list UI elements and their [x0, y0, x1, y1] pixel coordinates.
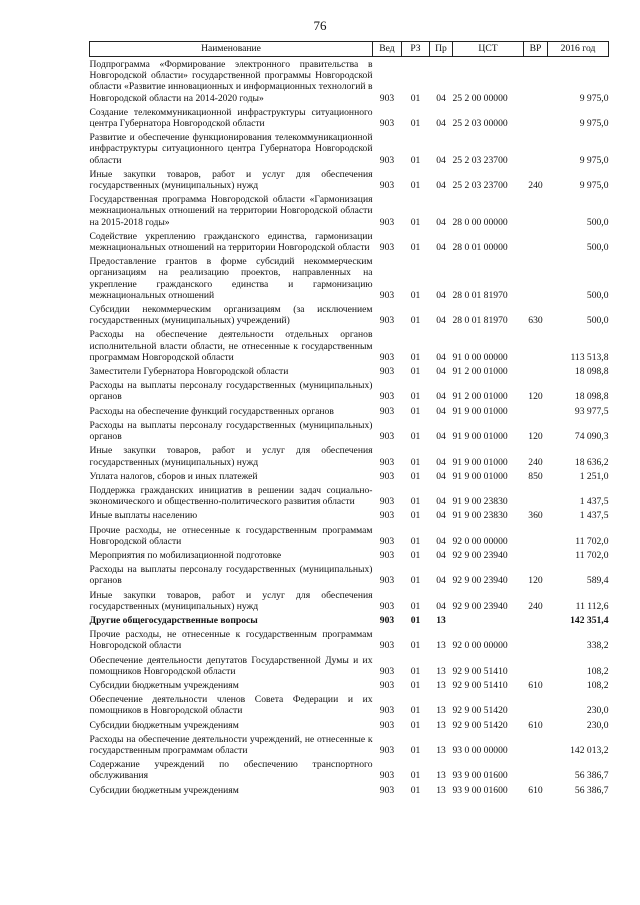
row-vr [524, 254, 548, 302]
row-rz: 01 [410, 92, 421, 104]
row-cst: 91 9 00 23830 [452, 496, 508, 508]
header-pr: Пр [430, 42, 453, 57]
table-row [90, 678, 609, 692]
row-cst: 91 2 00 01000 [452, 366, 508, 378]
table-row [90, 653, 609, 678]
table-row [90, 523, 609, 548]
row-ved: 903 [379, 456, 395, 468]
row-ved: 903 [379, 575, 395, 587]
row-cst: 92 9 00 23940 [452, 600, 508, 612]
row-amount: 500,0 [586, 216, 609, 228]
row-ved: 903 [379, 510, 395, 522]
row-rz: 01 [410, 549, 421, 561]
row-rz: 01 [410, 351, 421, 363]
row-ved: 903 [379, 770, 395, 782]
row-ved: 903 [379, 600, 395, 612]
row-name: Поддержка гражданских инициатив в решении задач социально-экономического и общественно-политического развития области [89, 484, 373, 508]
row-vr: 120 [528, 575, 543, 587]
row-pr: 04 [436, 180, 446, 192]
row-cst: 91 9 00 01000 [452, 456, 508, 468]
table-row [90, 783, 609, 797]
table-row [90, 418, 609, 443]
row-vr [524, 483, 548, 508]
row-pr: 04 [436, 496, 446, 508]
row-ved: 903 [379, 614, 395, 626]
row-amount: 56 386,7 [574, 770, 609, 782]
row-rz: 01 [410, 640, 421, 652]
row-amount: 11 702,0 [575, 549, 609, 561]
header-name: Наименование [90, 42, 373, 57]
row-cst: 28 0 01 00000 [452, 242, 508, 254]
header-ved: Вед [373, 42, 402, 57]
row-pr: 04 [436, 535, 446, 547]
row-rz: 01 [410, 665, 421, 677]
row-rz: 01 [410, 600, 421, 612]
table-row [90, 364, 609, 378]
row-ved: 903 [379, 315, 395, 327]
table-row [90, 254, 609, 302]
row-vr: 120 [528, 431, 543, 443]
row-cst: 28 0 00 00000 [452, 216, 508, 228]
row-vr: 630 [528, 315, 543, 327]
page-number: 76 [313, 18, 327, 33]
row-cst: 92 9 00 23940 [452, 549, 508, 561]
row-ved: 903 [379, 665, 395, 677]
row-cst: 92 9 00 51410 [452, 679, 508, 691]
row-vr [524, 523, 548, 548]
row-amount: 338,2 [586, 640, 609, 652]
row-cst: 91 9 00 01000 [452, 405, 508, 417]
header-year: 2016 год [548, 42, 609, 57]
row-pr: 04 [436, 92, 446, 104]
row-vr [524, 757, 548, 782]
row-rz: 01 [410, 405, 421, 417]
row-name: Государственная программа Новгородской области «Гармонизация межнациональных отношений на территории Новгородской области на 2015-2018 годы» [89, 194, 373, 228]
row-cst: 93 9 00 01600 [452, 784, 508, 796]
table-row [90, 692, 609, 717]
row-vr: 610 [528, 679, 543, 691]
row-rz: 01 [410, 614, 421, 626]
row-name: Предоставление грантов в форме субсидий некоммерческим организациям на реализацию проектов, направленных на укрепление гражданского единства и гармонизацию межнациональных отношений [89, 256, 373, 301]
row-amount: 9 975,0 [579, 118, 609, 130]
header-cst: ЦСТ [453, 42, 524, 57]
row-amount: 56 386,7 [574, 784, 609, 796]
row-pr: 04 [436, 431, 446, 443]
row-amount: 500,0 [586, 315, 609, 327]
row-ved: 903 [379, 535, 395, 547]
row-ved: 903 [379, 405, 395, 417]
row-pr: 04 [436, 391, 446, 403]
row-ved: 903 [379, 640, 395, 652]
row-vr [524, 692, 548, 717]
row-amount: 230,0 [586, 719, 609, 731]
row-cst: 91 9 00 01000 [452, 470, 508, 482]
row-vr [524, 229, 548, 254]
row-ved: 903 [379, 679, 395, 691]
row-rz: 01 [410, 679, 421, 691]
row-pr: 13 [436, 679, 446, 691]
row-ved: 903 [379, 496, 395, 508]
row-amount: 142 013,2 [570, 744, 609, 756]
row-pr: 13 [436, 719, 446, 731]
budget-table [89, 41, 609, 797]
row-cst: 91 9 00 23830 [452, 510, 508, 522]
table-row [90, 327, 609, 364]
table-row [90, 613, 609, 627]
row-rz: 01 [410, 575, 421, 587]
table-row [90, 105, 609, 130]
row-pr: 04 [436, 549, 446, 561]
row-pr: 13 [436, 705, 446, 717]
row-name: Другие общегосударственные вопросы [89, 614, 258, 626]
row-name: Прочие расходы, не отнесенные к государственным программам Новгородской области [89, 524, 373, 547]
row-pr: 13 [436, 665, 446, 677]
row-amount: 113 513,8 [570, 351, 609, 363]
row-amount: 18 098,8 [574, 391, 609, 403]
row-cst: 93 9 00 01600 [452, 770, 508, 782]
row-vr [524, 364, 548, 378]
row-amount: 108,2 [586, 679, 609, 691]
row-amount: 500,0 [586, 242, 609, 254]
row-vr [524, 130, 548, 167]
row-cst: 28 0 01 81970 [452, 315, 508, 327]
row-pr: 04 [436, 456, 446, 468]
row-rz: 01 [410, 456, 421, 468]
table-body [90, 57, 609, 797]
row-name: Субсидии бюджетным учреждениям [89, 679, 239, 691]
row-vr [524, 732, 548, 757]
row-pr: 04 [436, 154, 446, 166]
row-cst: 92 9 00 51420 [452, 705, 508, 717]
row-amount: 18 098,8 [574, 366, 609, 378]
row-name: Уплата налогов, сборов и иных платежей [89, 470, 258, 482]
row-cst: 92 9 00 23940 [452, 575, 508, 587]
row-vr: 120 [528, 391, 543, 403]
table-row [90, 378, 609, 403]
row-cst: 25 2 00 00000 [452, 92, 508, 104]
row-name: Мероприятия по мобилизационной подготовке [89, 549, 282, 561]
row-amount: 589,4 [586, 575, 609, 587]
table-row [90, 167, 609, 192]
row-pr: 04 [436, 315, 446, 327]
row-ved: 903 [379, 351, 395, 363]
row-pr: 04 [436, 470, 446, 482]
table-row [90, 732, 609, 757]
table-row [90, 443, 609, 468]
row-name: Иные закупки товаров, работ и услуг для обеспечения государственных (муниципальных) нужд [89, 168, 373, 192]
row-pr: 04 [436, 289, 446, 301]
row-amount: 500,0 [586, 289, 609, 301]
row-amount: 9 975,0 [579, 154, 609, 166]
table-row [90, 57, 609, 105]
row-pr: 04 [436, 118, 446, 130]
row-name: Содействие укреплению гражданского единства, гармонизации межнациональных отношений на территории Новгородской области [89, 230, 373, 254]
row-amount: 9 975,0 [579, 92, 609, 104]
row-cst: 93 0 00 00000 [452, 744, 508, 756]
table-row [90, 548, 609, 562]
row-amount: 108,2 [586, 665, 609, 677]
row-amount: 1 437,5 [579, 496, 609, 508]
row-name: Развитие и обеспечение функционирования телекоммуникационной инфраструктуры ситуационного центра Губернатора Новгородской области [89, 132, 373, 166]
row-vr: 610 [528, 719, 543, 731]
row-ved: 903 [379, 784, 395, 796]
row-pr: 13 [436, 784, 446, 796]
row-ved: 903 [379, 719, 395, 731]
table-row [90, 588, 609, 613]
row-vr: 240 [528, 456, 543, 468]
row-name: Заместители Губернатора Новгородской области [89, 366, 289, 378]
row-vr [524, 627, 548, 652]
table-row [90, 483, 609, 508]
row-pr: 04 [436, 216, 446, 228]
row-name: Иные закупки товаров, работ и услуг для обеспечения государственных (муниципальных) нужд [89, 589, 373, 612]
table-row [90, 757, 609, 782]
row-rz: 01 [410, 242, 421, 254]
row-pr: 04 [436, 405, 446, 417]
row-amount: 230,0 [586, 705, 609, 717]
row-cst: 92 9 00 51420 [452, 719, 508, 731]
row-rz: 01 [410, 705, 421, 717]
row-name: Субсидии бюджетным учреждениям [89, 719, 239, 731]
row-amount: 11 112,6 [575, 600, 609, 612]
row-name: Создание телекоммуникационной инфраструктуры ситуационного центра Губернатора Новгородской области [89, 106, 373, 130]
table-row [90, 192, 609, 229]
row-rz: 01 [410, 496, 421, 508]
row-name: Расходы на обеспечение функций государственных органов [89, 405, 334, 417]
row-rz: 01 [410, 784, 421, 796]
row-vr: 850 [528, 470, 543, 482]
row-rz: 01 [410, 154, 421, 166]
row-name: Обеспечение деятельности членов Совета Федерации и их помощников в Новгородской области [89, 694, 373, 717]
row-rz: 01 [410, 535, 421, 547]
row-vr [524, 548, 548, 562]
row-rz: 01 [410, 510, 421, 522]
row-vr: 240 [528, 180, 543, 192]
row-pr: 04 [436, 366, 446, 378]
row-rz: 01 [410, 366, 421, 378]
row-ved: 903 [379, 431, 395, 443]
row-rz: 01 [410, 744, 421, 756]
row-vr [524, 404, 548, 418]
row-rz: 01 [410, 431, 421, 443]
row-ved: 903 [379, 391, 395, 403]
table-row [90, 130, 609, 167]
row-name: Обеспечение деятельности депутатов Государственной Думы и их помощников Новгородской области [89, 654, 373, 677]
row-pr: 04 [436, 242, 446, 254]
row-cst: 91 9 00 01000 [452, 431, 508, 443]
row-name: Прочие расходы, не отнесенные к государственным программам Новгородской области [89, 629, 373, 652]
table-row [90, 404, 609, 418]
row-name: Содержание учреждений по обеспечению транспортного обслуживания [89, 759, 373, 782]
row-ved: 903 [379, 470, 395, 482]
row-cst: 28 0 01 81970 [452, 289, 508, 301]
row-amount: 11 702,0 [575, 535, 609, 547]
row-vr [524, 57, 548, 105]
row-pr: 13 [436, 744, 446, 756]
row-name: Расходы на обеспечение деятельности отдельных органов исполнительной власти области, не отнесенные к государственным программам Новгородской области [89, 329, 373, 363]
row-vr [524, 192, 548, 229]
row-name: Субсидии бюджетным учреждениям [89, 784, 239, 796]
row-cst: 92 0 00 00000 [452, 640, 508, 652]
table-row [90, 469, 609, 483]
row-ved: 903 [379, 242, 395, 254]
row-cst: 92 9 00 51410 [452, 665, 508, 677]
row-amount: 74 090,3 [574, 431, 609, 443]
row-rz: 01 [410, 315, 421, 327]
row-name: Расходы на выплаты персоналу государственных (муниципальных) органов [89, 419, 373, 443]
row-rz: 01 [410, 289, 421, 301]
row-pr: 04 [436, 351, 446, 363]
row-name: Подпрограмма «Формирование электронного правительства в Новгородской области» государственной программы Новгородской области «Развитие инновационных и информационных технологий в Новгородской области на 2014-2020 годы» [89, 59, 373, 104]
row-ved: 903 [379, 549, 395, 561]
row-ved: 903 [379, 705, 395, 717]
row-rz: 01 [410, 719, 421, 731]
row-cst: 25 2 03 23700 [452, 154, 508, 166]
row-name: Расходы на обеспечение деятельности учреждений, не отнесенные к государственным программам области [89, 733, 373, 756]
row-pr: 13 [436, 640, 446, 652]
row-cst: 92 0 00 00000 [452, 535, 508, 547]
row-rz: 01 [410, 180, 421, 192]
row-amount: 1 251,0 [579, 470, 609, 482]
row-name: Иные выплаты населению [89, 510, 198, 522]
row-pr: 04 [436, 600, 446, 612]
row-ved: 903 [379, 180, 395, 192]
row-amount: 9 975,0 [579, 180, 609, 192]
row-pr: 04 [436, 510, 446, 522]
row-vr: 360 [528, 510, 543, 522]
row-pr: 04 [436, 575, 446, 587]
row-name: Иные закупки товаров, работ и услуг для обеспечения государственных (муниципальных) нужд [89, 445, 373, 468]
row-cst: 91 0 00 00000 [452, 351, 508, 363]
row-ved: 903 [379, 366, 395, 378]
row-vr [524, 613, 548, 627]
row-name: Расходы на выплаты персоналу государственных (муниципальных) органов [89, 380, 373, 403]
row-vr [524, 653, 548, 678]
row-pr: 13 [436, 770, 446, 782]
row-amount: 18 636,2 [574, 456, 609, 468]
row-vr: 610 [528, 784, 543, 796]
row-rz: 01 [410, 391, 421, 403]
table-row [90, 508, 609, 522]
row-rz: 01 [410, 470, 421, 482]
row-ved: 903 [379, 118, 395, 130]
row-rz: 01 [410, 118, 421, 130]
table-row [90, 718, 609, 732]
row-ved: 903 [379, 289, 395, 301]
row-amount: 93 977,5 [574, 405, 609, 417]
row-rz: 01 [410, 770, 421, 782]
row-ved: 903 [379, 216, 395, 228]
header-rz: РЗ [402, 42, 430, 57]
row-vr: 240 [528, 600, 543, 612]
header-vr: ВР [524, 42, 548, 57]
row-cst: 25 2 03 23700 [452, 180, 508, 192]
table-row [90, 627, 609, 652]
row-rz: 01 [410, 216, 421, 228]
row-ved: 903 [379, 92, 395, 104]
table-row [90, 562, 609, 587]
row-cst [453, 613, 524, 627]
row-cst: 25 2 03 00000 [452, 118, 508, 130]
row-amount: 142 351,4 [570, 614, 609, 626]
table-header-row [90, 42, 609, 57]
table-row [90, 229, 609, 254]
row-name: Субсидии некоммерческим организациям (за исключением государственных (муниципальных) учреждений) [89, 304, 373, 327]
table-row [90, 302, 609, 327]
row-amount: 1 437,5 [579, 510, 609, 522]
row-ved: 903 [379, 154, 395, 166]
row-vr [524, 105, 548, 130]
row-ved: 903 [379, 744, 395, 756]
row-name: Расходы на выплаты персоналу государственных (муниципальных) органов [89, 564, 373, 587]
row-cst: 91 2 00 01000 [452, 391, 508, 403]
row-vr [524, 327, 548, 364]
row-pr: 13 [436, 614, 446, 626]
